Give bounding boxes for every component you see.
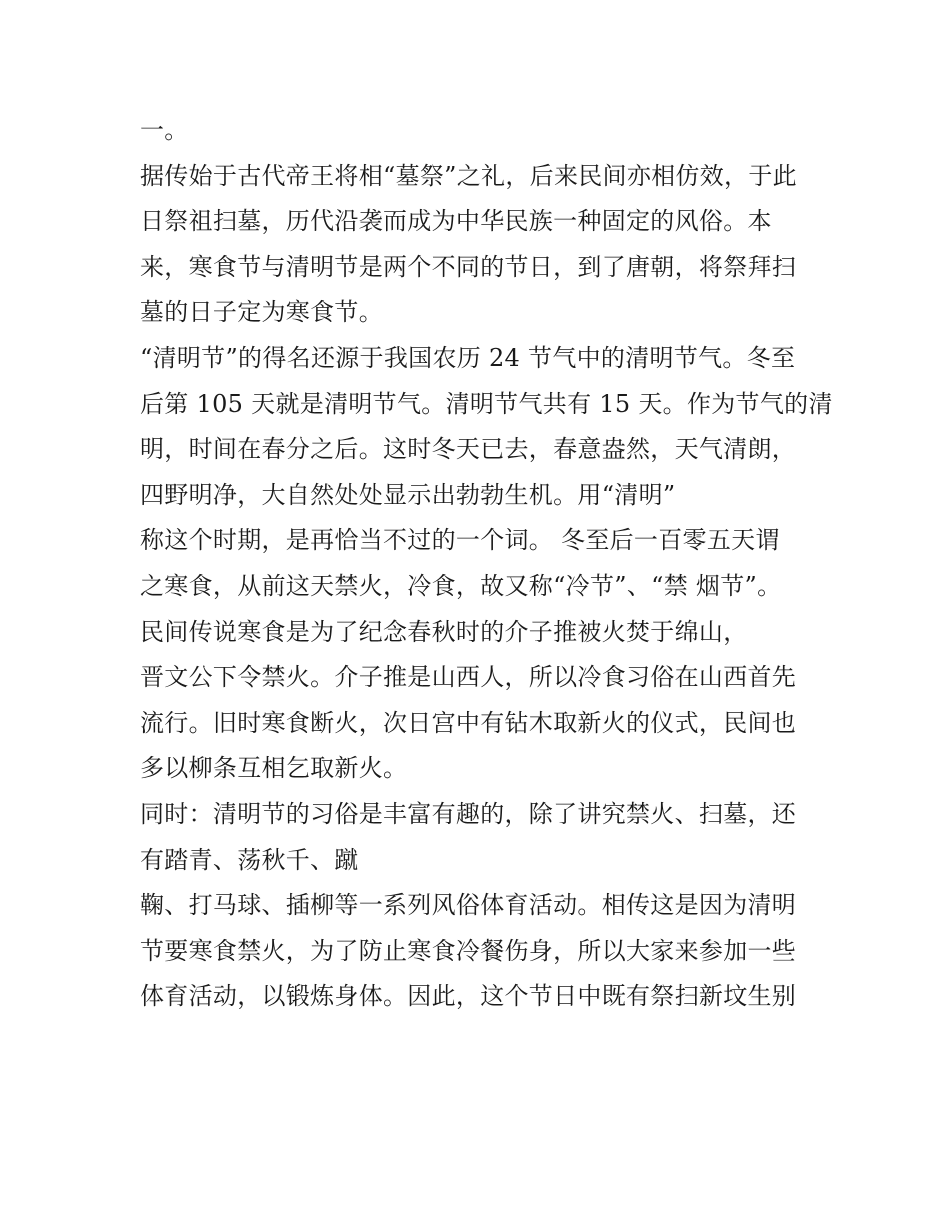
text-line-15: 多以柳条互相乞取新火。 (140, 754, 408, 783)
text-line-8: 明，时间在春分之后。这时冬天已去，春意盎然，天气清朗， (140, 435, 797, 464)
text-line-14: 流行。旧时寒食断火，次日宫中有钻木取新火的仪式，民间也 (140, 708, 797, 737)
text-line-16: 同时：清明节的习俗是丰富有趣的，除了讲究禁火、扫墓，还 (140, 799, 797, 828)
text-line-11: 之寒食，从前这天禁火，冷食，故又称“冷节”、“禁 烟节”。 (140, 571, 782, 600)
text-line-10: 称这个时期，是再恰当不过的一个词。 冬至后一百零五天谓 (140, 526, 780, 555)
text-line-17: 有踏青、荡秋千、蹴 (140, 845, 359, 874)
text-line-1: 一。 (140, 116, 189, 144)
text-line-3: 日祭祖扫墓，历代沿袭而成为中华民族一种固定的风俗。本 (140, 207, 772, 236)
body-text (140, 108, 833, 1020)
text-line-7: 后第 105 天就是清明节气。清明节气共有 15 天。作为节气的清 (140, 389, 833, 418)
text-line-20: 体育活动，以锻炼身体。因此，这个节日中既有祭扫新坟生别 (140, 982, 797, 1011)
text-line-13: 晋文公下令禁火。介子推是山西人，所以冷食习俗在山西首先 (140, 663, 797, 692)
text-line-19: 节要寒食禁火，为了防止寒食冷餐伤身，所以大家来参加一些 (140, 936, 797, 965)
text-line-9: 四野明净，大自然处处显示出勃勃生机。用“清明” (140, 480, 676, 509)
text-line-4: 来，寒食节与清明节是两个不同的节日，到了唐朝，将祭拜扫 (140, 252, 797, 281)
text-line-6: “清明节”的得名还源于我国农历 24 节气中的清明节气。冬至 (140, 343, 796, 372)
text-line-5: 墓的日子定为寒食节。 (140, 298, 383, 327)
text-line-12: 民间传说寒食是为了纪念春秋时的介子推被火焚于绵山， (140, 617, 748, 646)
text-line-2: 据传始于古代帝王将相“墓祭”之礼，后来民间亦相仿效，于此 (140, 161, 797, 190)
text-line-18: 鞠、打马球、插柳等一系列风俗体育活动。相传这是因为清明 (140, 891, 797, 920)
